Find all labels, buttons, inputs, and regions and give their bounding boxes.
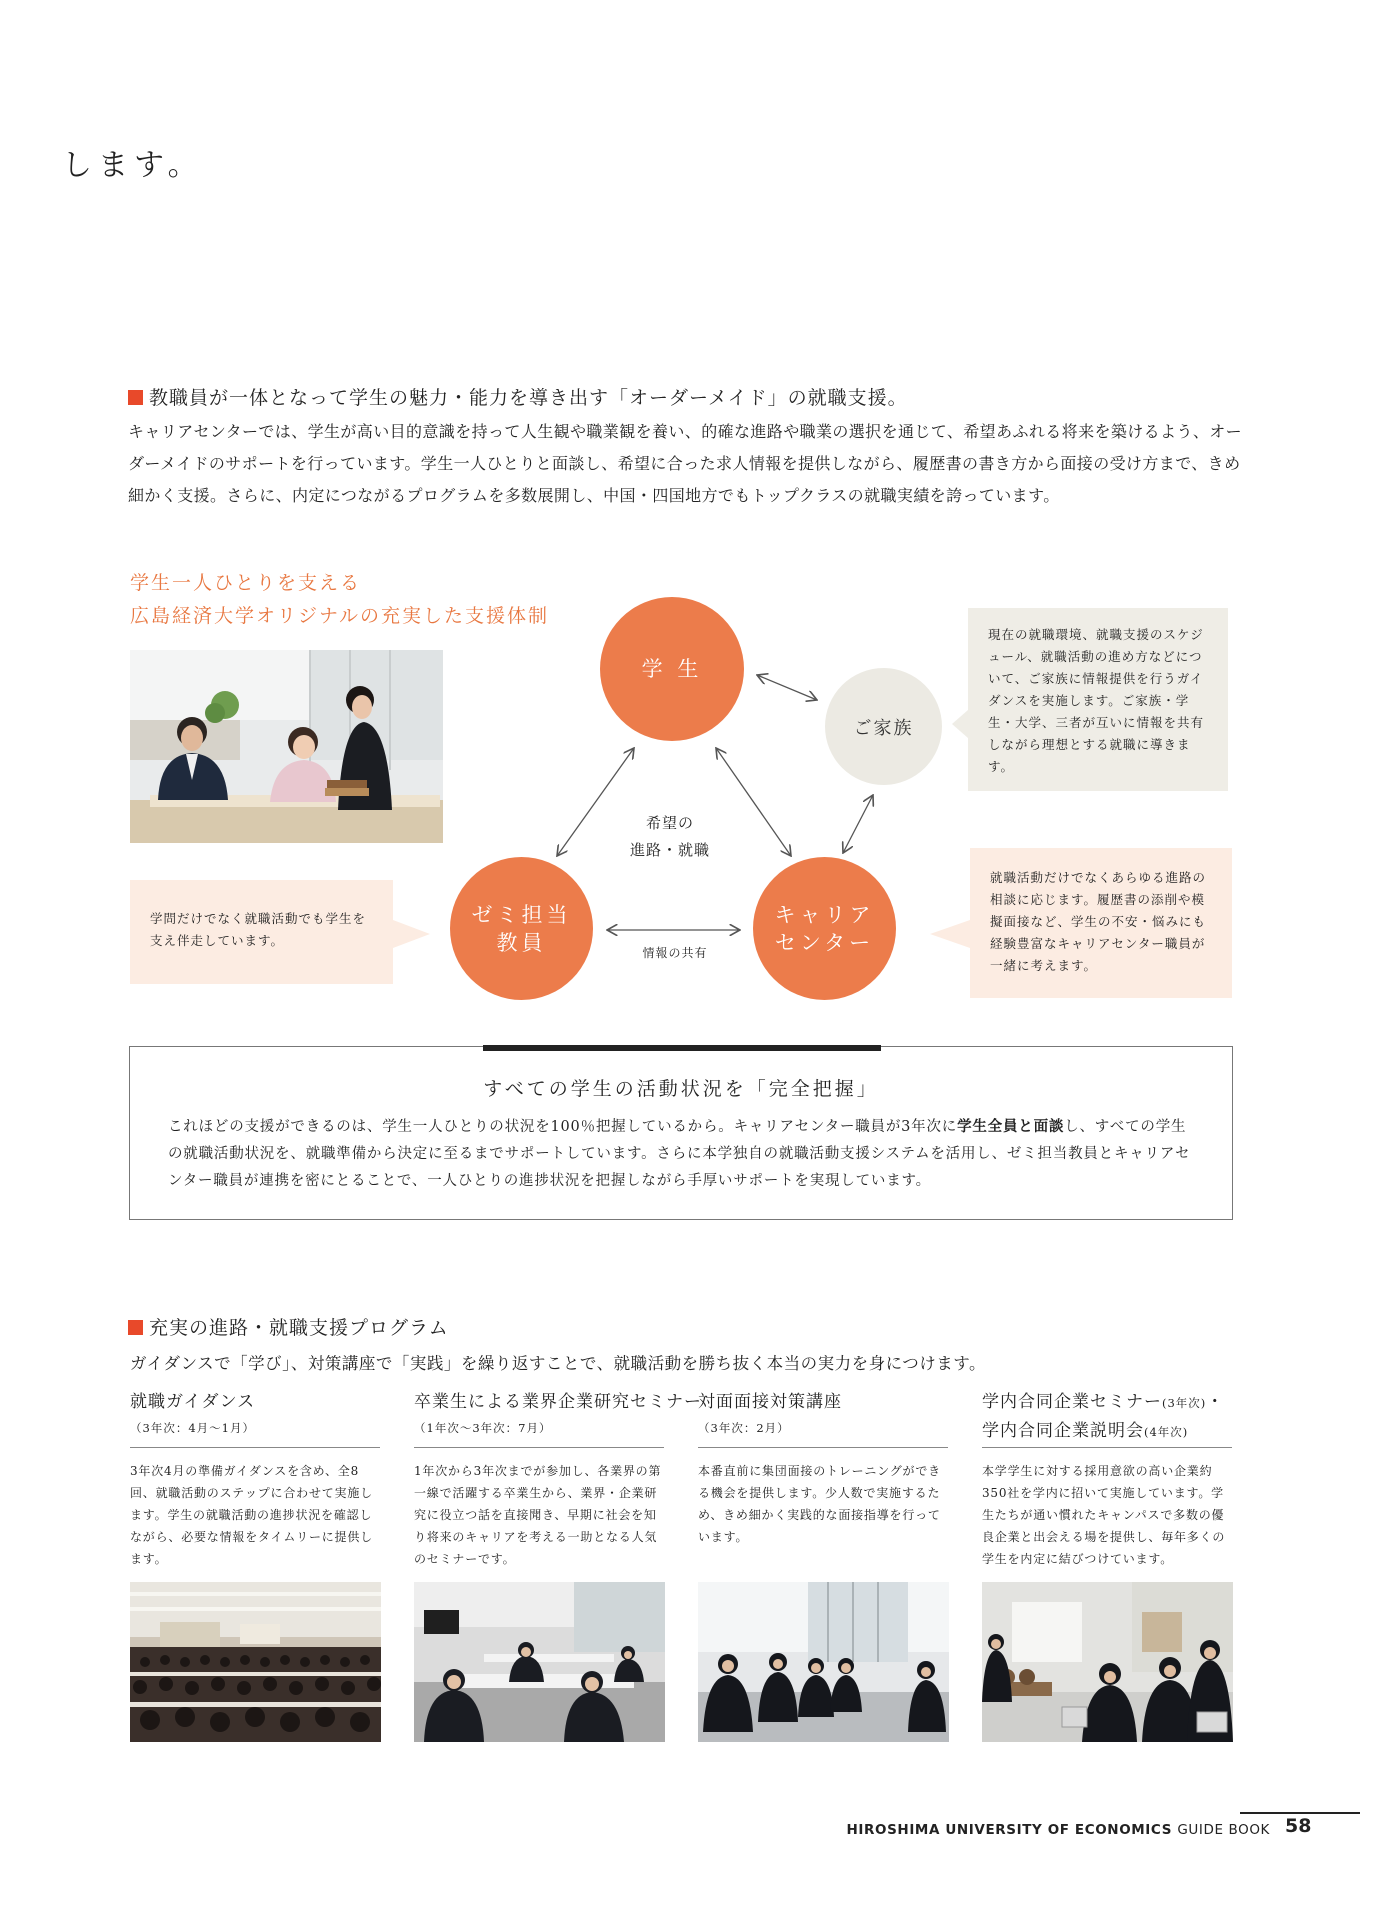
- section1-body: キャリアセンターでは、学生が高い目的意識を持って人生観や職業観を養い、的確な進路や職業の選択を通じて、希望あふれる将来を築けるよう、オーダーメイドのサポートを行っています。学生一人ひとりと面談し、希望に合った求人情報を提供しながら、履歴書の書き方から面接の受け方まで、きめ細かく支援。さらに、内定につながるプログラムを多数展開し、中国・四国地方でもトップクラスの就職実績を誇っています。: [128, 422, 1243, 505]
- box-body-part1: これほどの支援ができるのは、学生一人ひとりの状況を100％把握しているから。キャリアセンター職員が3年次に: [168, 1119, 958, 1135]
- program-title: 卒業生による業界企業研究セミナー: [414, 1392, 702, 1412]
- family-circle: ご家族: [825, 668, 942, 785]
- zemi-info-bubble: 学問だけでなく就職活動でも学生を支え伴走しています。: [130, 880, 393, 984]
- section1-title-text: 教職員が一体となって学生の魅力・能力を導き出す「オーダーメイド」の就職支援。: [149, 387, 908, 409]
- program-note: （1年次〜3年次：7月）: [414, 1421, 552, 1435]
- program-title: 就職ガイダンス: [130, 1392, 256, 1412]
- program4-title-line2: 学内合同企業説明会: [982, 1421, 1144, 1441]
- footer-book-title: [800, 1822, 1270, 1838]
- career-line1: キャリア: [774, 902, 875, 927]
- program-rule: [414, 1447, 664, 1448]
- footer-guide: GUIDE BOOK: [1177, 1822, 1270, 1838]
- box-body: [168, 1114, 1198, 1195]
- center-line2: 進路・就職: [629, 841, 710, 859]
- red-square-icon: [128, 1320, 143, 1335]
- center-line1: 希望の: [645, 814, 694, 832]
- program-note: （3年次：4月〜1月）: [130, 1421, 255, 1435]
- program-body: 本学学生に対する採用意欲の高い企業約350社を学内に招いて実施しています。学生たちが通い慣れたキャンパスで多数の優良企業と出会える場を提供し、毎年多くの学生を内定に結びつけています。: [982, 1464, 1226, 1566]
- section2-title-text: 充実の進路・就職支援プログラム: [149, 1317, 449, 1339]
- career-line2: センター: [774, 930, 875, 955]
- student-circle: 学 生: [600, 597, 744, 741]
- program-rule: [698, 1447, 948, 1448]
- family-info-bubble: 現在の就職環境、就職支援のスケジュール、就職活動の進め方などについて、ご家族に情報提供を行うガイダンスを実施します。ご家族・学生・大学、三者が互いに情報を共有しながら理想とする就職に導きます。: [968, 608, 1228, 791]
- interview-training-photo: [698, 1582, 949, 1742]
- program4-year2: (4年次): [1144, 1425, 1189, 1439]
- zemi-line1: ゼミ担当: [471, 902, 572, 927]
- program-title: 対面面接対策講座: [698, 1392, 842, 1412]
- company-seminar-photo: [982, 1582, 1233, 1742]
- box-body-bold: 学生全員と面談: [957, 1119, 1065, 1135]
- career-info-bubble: 就職活動だけでなくあらゆる進路の相談に応じます。履歴書の添削や模擬面接など、学生の不安・悩みにも経験豊富なキャリアセンター職員が一緒に考えます。: [970, 848, 1232, 998]
- program-body: 本番直前に集団面接のトレーニングができる機会を提供します。少人数で実施するため、きめ細かく実践的な面接指導を行っています。: [698, 1464, 941, 1544]
- info-share-label: 情報の共有: [642, 946, 708, 960]
- zemi-line2: 教員: [496, 930, 547, 955]
- program-title: [982, 1388, 1224, 1446]
- program4-title-line1: 学内合同企業セミナー: [982, 1392, 1162, 1412]
- program-note: （3年次：2月）: [698, 1421, 790, 1435]
- guidance-lecture-photo: [130, 1582, 381, 1742]
- box-title: すべての学生の活動状況を「完全把握」: [483, 1078, 879, 1100]
- program4-sep: ・: [1206, 1392, 1225, 1412]
- diagram-subtitle-line1: 学生一人ひとりを支える: [130, 572, 362, 594]
- program-rule: [982, 1447, 1232, 1448]
- footer-rule: [1240, 1812, 1360, 1814]
- page-number: 58: [1285, 1815, 1312, 1837]
- continued-text: します。: [62, 148, 204, 183]
- program-body: 1年次から3年次までが参加し、各業界の第一線で活躍する卒業生から、業界・企業研究に役立つ話を直接聞き、早期に社会を知り将来のキャリアを考える一助となる人気のセミナーです。: [414, 1464, 662, 1566]
- box-top-bar: [483, 1045, 881, 1051]
- section2-lead: ガイダンスで「学び」、対策講座で「実践」を繰り返すことで、就職活動を勝ち抜く本当の実力を身につけます。: [130, 1354, 986, 1373]
- program4-year1: (3年次): [1162, 1396, 1207, 1410]
- footer-university: HIROSHIMA UNIVERSITY OF ECONOMICS: [846, 1822, 1173, 1838]
- program-rule: [130, 1447, 380, 1448]
- diagram-subtitle-line2: 広島経済大学オリジナルの充実した支援体制: [130, 605, 550, 627]
- section2-title: [128, 1313, 449, 1340]
- alumni-seminar-photo: [414, 1582, 665, 1742]
- box-body-part2: し、すべての学生の就職活動状況を、就職準備から決定に至るまでサポートしています。さらに本学独自の就職活動支援システムを活用し、ゼミ担当教員とキャリアセンター職員が連携を密にとることで、一人ひとりの進捗状況を把握しながら手厚いサポートを実現しています。: [168, 1119, 1191, 1189]
- program-body: 3年次4月の準備ガイダンスを含め、全8回、就職活動のステップに合わせて実施します。学生の就職活動の進捗状況を確認しながら、必要な情報をタイムリーに提供します。: [130, 1464, 373, 1566]
